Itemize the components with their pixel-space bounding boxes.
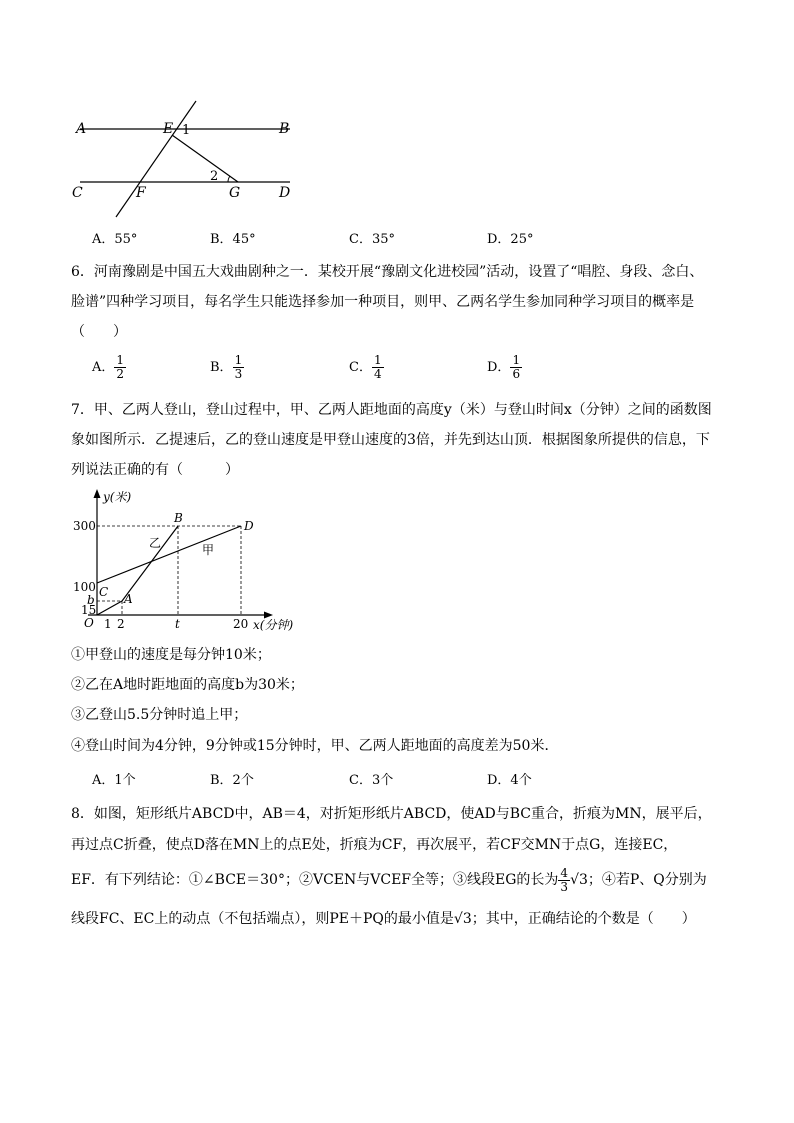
q8-line-3-start: EF．有下列结论：①∠BCE＝30°；②VCEN与VCEF全等；③线段EG的长为 [71,872,559,888]
q6-option-d [487,354,522,381]
q8-line-4: 线段FC、EC上的动点（不包括端点），则PE＋PQ的最小值是√3；其中，正确结论的个数是（ ） [71,911,696,927]
label-G: G [229,185,241,201]
q6-option-b-letter: B． [210,360,233,375]
denominator: 4 [373,367,382,381]
q5-option-b: B．45° [210,232,256,247]
q7-option-c: C．3个 [349,773,394,788]
line-jia-CD [97,526,241,583]
label-C: C [72,185,83,201]
label-E: E [163,121,174,137]
tick-2: 2 [117,617,125,631]
q6-line-3: （ ） [71,324,127,340]
q6-option-a [92,354,126,381]
q5-option-a: A．55° [92,232,138,247]
point-A: A [124,592,133,606]
fraction [372,354,384,381]
q8-line-1: 8．如图，矩形纸片ABCD中，AB＝4，对折矩形纸片ABCD，使AD与BC重合，折痕为MN，展平后， [71,806,712,822]
point-D: D [244,519,254,533]
denominator: 6 [512,367,521,381]
y-axis-label: y(米) [103,490,132,504]
segment-EG [172,135,238,182]
origin-O: O [84,616,94,630]
x-axis-label: x(分钟) [253,618,294,632]
angle-2-arc [228,176,230,182]
numerator: 1 [234,353,243,367]
tick-100: 100 [73,580,96,594]
q7-option-b: B．2个 [210,773,254,788]
denominator: 3 [560,879,569,894]
denominator: 2 [116,367,125,381]
label-F: F [136,185,146,201]
q8-line-3 [71,866,707,894]
numerator: 4 [560,865,569,880]
q6-option-b [210,354,244,381]
function-graph-q7 [70,485,310,640]
q7-option-d: D．4个 [487,773,532,788]
label-yi: 乙 [149,536,162,550]
line-yi-OA [97,601,122,615]
fraction [233,354,245,381]
q7-option-a: A．1个 [92,773,136,788]
geometry-figure-q5 [70,95,310,225]
q5-option-c: C．35° [349,232,395,247]
q7-line-3: 列说法正确的有（ ） [71,462,239,478]
label-D: D [279,185,291,201]
tick-1: 1 [104,617,112,631]
tick-20: 20 [233,617,249,631]
sqrt-3: √3 [570,872,588,888]
tick-b: b [87,593,95,607]
fraction [114,354,126,381]
q7-line-2: 象如图所示．乙提速后，乙的登山速度是甲登山速度的3倍，并先到达山顶．根据图象所提供的信息，下 [71,432,710,448]
fraction [510,354,522,381]
tick-300: 300 [73,519,96,533]
q8-line-3-end: ；④若P、Q分别为 [587,872,707,888]
denominator: 3 [234,367,243,381]
fraction-4-over-3 [558,867,570,894]
tick-15: 15 [81,603,97,617]
q6-option-c [349,354,384,381]
numerator: 1 [116,353,125,367]
y-axis-arrow [94,489,101,498]
numerator: 1 [373,353,382,367]
q5-option-d: D．25° [487,232,534,247]
numerator: 1 [512,353,521,367]
point-B: B [174,511,183,525]
point-C: C [99,585,109,599]
q7-statement-1: ①甲登山的速度是每分钟10米； [71,647,271,663]
label-B: B [279,121,290,137]
q7-statement-2: ②乙在A地时距地面的高度b为30米； [71,677,304,693]
q6-line-2: 脸谱”四种学习项目，每名学生只能选择参加一种项目，则甲、乙两名学生参加同种学习项目的概率是 [71,294,695,310]
q6-line-1: 6．河南豫剧是中国五大戏曲剧种之一．某校开展“豫剧文化进校园”活动，设置了“唱腔、身段、念白、 [71,264,704,280]
label-jia: 甲 [202,543,215,557]
label-A: A [76,121,87,137]
q6-option-a-letter: A． [92,360,115,375]
q7-line-1: 7．甲、乙两人登山，登山过程中，甲、乙两人距地面的高度y（米）与登山时间x（分钟）之间的函数图 [71,402,712,418]
q6-option-d-letter: D． [487,360,511,375]
transversal-EF [116,101,196,217]
tick-t: t [175,617,180,631]
label-2: 2 [210,169,219,184]
q6-option-c-letter: C． [349,360,372,375]
q8-line-2: 再过点C折叠，使点D落在MN上的点E处，折痕为CF，再次展平，若CF交MN于点G，连接EC， [71,837,678,853]
label-1: 1 [182,123,191,138]
q7-statement-3: ③乙登山5.5分钟时追上甲； [71,707,248,723]
q7-statement-4: ④登山时间为4分钟，9分钟或15分钟时，甲、乙两人距地面的高度差为50米． [71,738,559,754]
